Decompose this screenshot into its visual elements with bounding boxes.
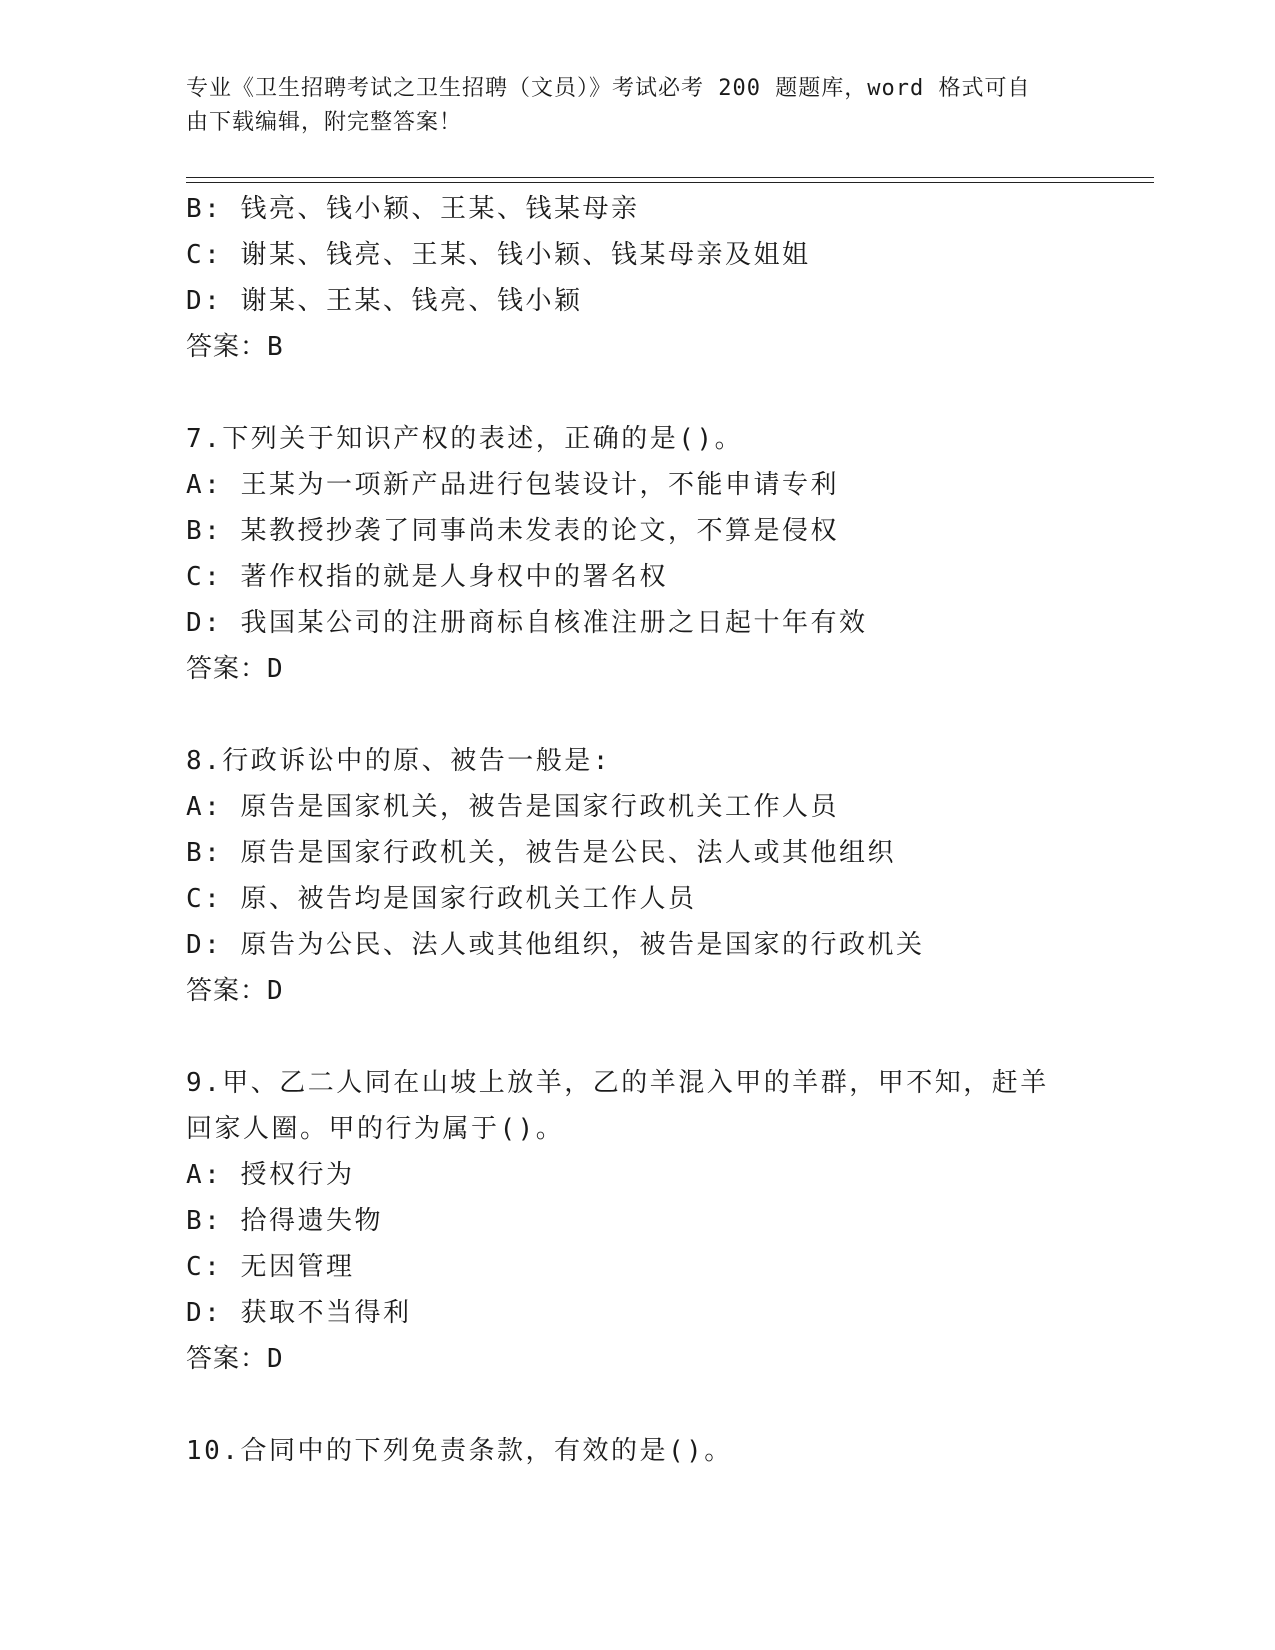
spacer	[186, 1382, 1154, 1428]
option-d: D: 原告为公民、法人或其他组织，被告是国家的行政机关	[186, 930, 925, 960]
question-text: 8.行政诉讼中的原、被告一般是:	[186, 746, 611, 776]
option-d: D: 获取不当得利	[186, 1298, 412, 1328]
option-a: A: 原告是国家机关，被告是国家行政机关工作人员	[186, 792, 839, 822]
header-divider-top	[186, 177, 1154, 178]
question-text-line-1: 9.甲、乙二人同在山坡上放羊，乙的羊混入甲的羊群，甲不知，赶羊	[186, 1068, 1049, 1098]
option-c: C: 著作权指的就是人身权中的署名权	[186, 562, 668, 592]
option-d: D: 我国某公司的注册商标自核准注册之日起十年有效	[186, 608, 868, 638]
header-line-1: 专业《卫生招聘考试之卫生招聘（文员）》考试必考 200 题题库，word 格式可自	[186, 76, 1031, 101]
header-divider-bottom	[186, 182, 1154, 183]
option-c: C: 原、被告均是国家行政机关工作人员	[186, 884, 697, 914]
option-c: C: 无因管理	[186, 1252, 355, 1282]
option-c: C: 谢某、钱亮、王某、钱小颖、钱某母亲及姐姐	[186, 240, 811, 270]
question-text: 10.合同中的下列免责条款，有效的是()。	[186, 1436, 733, 1466]
option-b: B: 某教授抄袭了同事尚未发表的论文，不算是侵权	[186, 516, 839, 546]
question-10-block	[186, 1428, 1154, 1474]
option-a: A: 王某为一项新产品进行包装设计，不能申请专利	[186, 470, 839, 500]
option-b: B: 拾得遗失物	[186, 1206, 383, 1236]
answer-line: 答案：D	[186, 1344, 284, 1374]
header-line-2: 由下载编辑，附完整答案！	[186, 110, 463, 135]
option-b: B: 钱亮、钱小颖、王某、钱某母亲	[186, 194, 640, 224]
question-9-block	[186, 1060, 1154, 1382]
document-header	[186, 72, 1066, 140]
answer-line: 答案：B	[186, 332, 284, 362]
answer-line: 答案：D	[186, 654, 284, 684]
question-6-block	[186, 186, 1154, 370]
option-b: B: 原告是国家行政机关，被告是公民、法人或其他组织	[186, 838, 896, 868]
option-d: D: 谢某、王某、钱亮、钱小颖	[186, 286, 583, 316]
question-7-block	[186, 416, 1154, 692]
spacer	[186, 370, 1154, 416]
question-8-block	[186, 738, 1154, 1014]
spacer	[186, 692, 1154, 738]
option-a: A: 授权行为	[186, 1160, 355, 1190]
answer-line: 答案：D	[186, 976, 284, 1006]
question-text-line-2: 回家人圈。甲的行为属于()。	[186, 1114, 565, 1144]
spacer	[186, 1014, 1154, 1060]
question-list	[186, 186, 1154, 1474]
question-text: 7.下列关于知识产权的表述，正确的是()。	[186, 424, 744, 454]
